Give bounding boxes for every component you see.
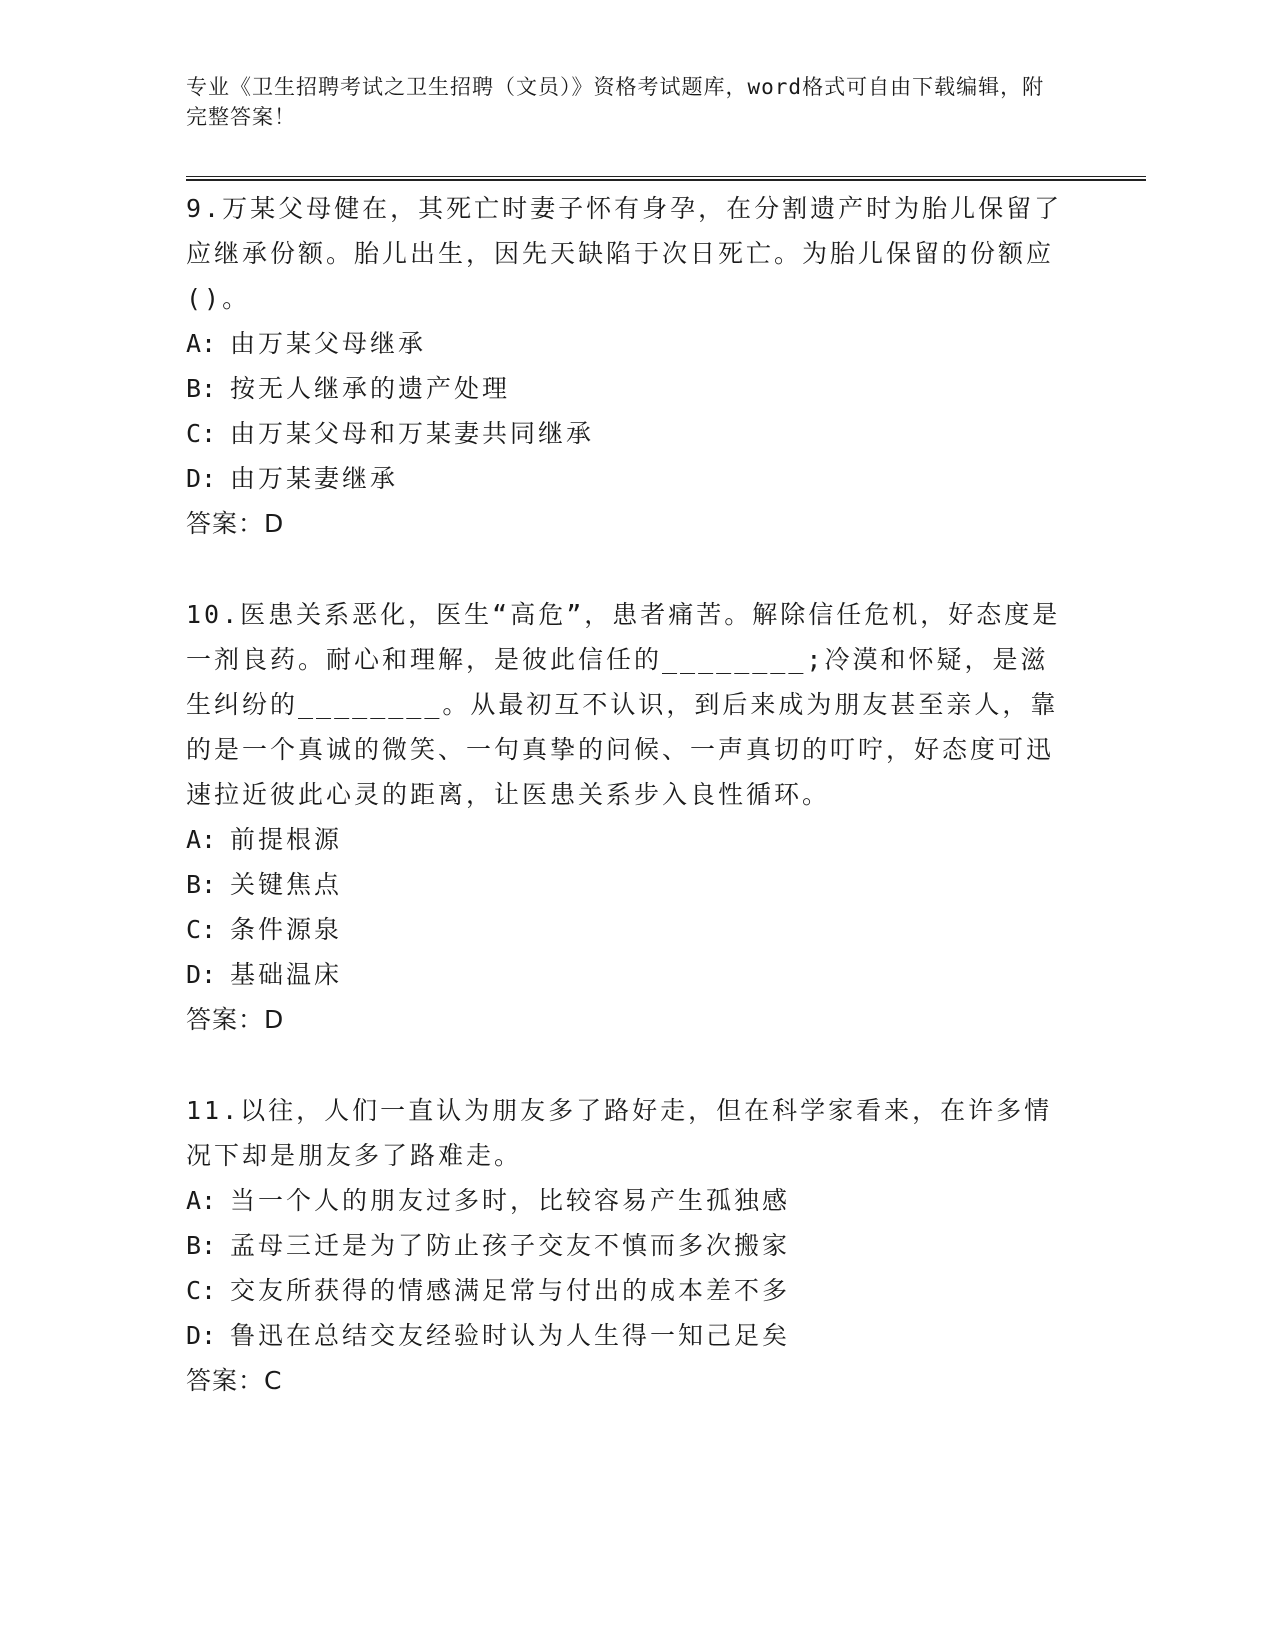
question-stem: 11.以往，人们一直认为朋友多了路好走，但在科学家看来，在许多情况下却是朋友多了路难走。 [186,1096,1053,1170]
option-letter: C: [186,419,217,448]
option-letter: C: [186,1276,217,1305]
option-d [186,952,1076,997]
option-text: 当一个人的朋友过多时，比较容易产生孤独感 [230,1186,791,1215]
question-11 [186,1088,1076,1403]
option-text: 由万某父母和万某妻共同继承 [230,419,595,448]
option-letter: D: [186,1321,217,1350]
option-a [186,817,1076,862]
option-b [186,862,1076,907]
option-text: 条件源泉 [230,915,343,944]
option-c [186,411,1076,456]
page-header: 专业《卫生招聘考试之卫生招聘（文员）》资格考试题库，word格式可自由下载编辑，附完整答案！ [186,75,1045,129]
question-10 [186,592,1076,1042]
option-text: 鲁迅在总结交友经验时认为人生得一知己足矣 [230,1321,791,1350]
option-c [186,1268,1076,1313]
option-letter: D: [186,464,217,493]
answer-line: 答案：C [186,1366,283,1395]
option-letter: A: [186,825,217,854]
question-stem: 10.医患关系恶化，医生“高危”，患者痛苦。解除信任危机，好态度是一剂良药。耐心和理解，是彼此信任的________;冷漠和怀疑，是滋生纠纷的________。从最初互不认识，到后来成为朋友甚至亲人，靠的是一个真诚的微笑、一句真挚的问候、一声真切的叮咛，好态度可迅速拉近彼此心灵的距离，让医患关系步入良性循环。 [186,600,1061,809]
option-letter: B: [186,1231,217,1260]
option-text: 按无人继承的遗产处理 [230,374,511,403]
option-a [186,1178,1076,1223]
option-b [186,1223,1076,1268]
option-text: 前提根源 [230,825,343,854]
option-letter: A: [186,329,217,358]
option-letter: C: [186,915,217,944]
question-stem: 9.万某父母健在，其死亡时妻子怀有身孕，在分割遗产时为胎儿保留了应继承份额。胎儿出生，因先天缺陷于次日死亡。为胎儿保留的份额应()。 [186,194,1063,313]
option-letter: B: [186,870,217,899]
option-text: 交友所获得的情感满足常与付出的成本差不多 [230,1276,791,1305]
header-divider [186,176,1146,181]
option-b [186,366,1076,411]
option-letter: B: [186,374,217,403]
option-text: 关键焦点 [230,870,343,899]
option-text: 由万某妻继承 [230,464,399,493]
option-a [186,321,1076,366]
option-letter: A: [186,1186,217,1215]
question-9 [186,186,1076,546]
option-text: 由万某父母继承 [230,329,427,358]
option-d [186,1313,1076,1358]
option-c [186,907,1076,952]
answer-line: 答案：D [186,1005,285,1034]
question-list [186,186,1076,1403]
option-text: 基础温床 [230,960,343,989]
option-d [186,456,1076,501]
option-letter: D: [186,960,217,989]
option-text: 孟母三迁是为了防止孩子交友不慎而多次搬家 [230,1231,791,1260]
answer-line: 答案：D [186,509,285,538]
